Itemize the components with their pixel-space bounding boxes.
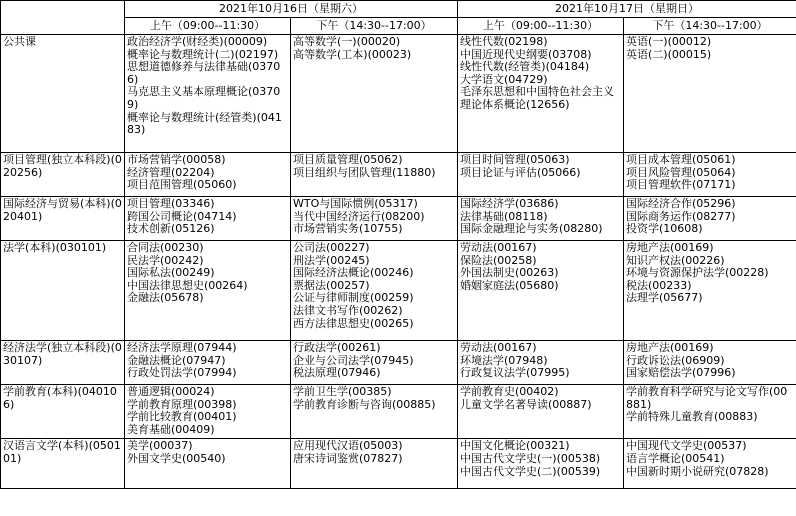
- session-cell-day1-am: [125, 197, 291, 241]
- category-header-cell: [1, 1, 125, 35]
- course-entry: 思想道德修养与法律基础(03706): [127, 60, 281, 86]
- course-entry: 市场营销学(00058): [127, 153, 226, 166]
- course-entry: 概率论与数理统计(二)(02197): [127, 47, 279, 61]
- course-entry: 投资学(10608): [626, 222, 703, 236]
- course-entry: 保险法(00258): [460, 253, 537, 267]
- session-cell-day2-pm: [624, 35, 796, 153]
- major-cell: 汉语言文学(本科)(050101): [1, 439, 125, 489]
- major-cell: 项目管理(独立本科段)(020256): [1, 153, 125, 197]
- session-cell-day1-am: [125, 385, 291, 439]
- session-cell-day1-pm: [291, 385, 458, 439]
- session-cell-day1-am: [125, 241, 291, 341]
- session-cell-day2-pm: [624, 341, 796, 385]
- course-entry: 毛泽东思想和中国特色社会主义理论体系概论(12656): [460, 85, 614, 111]
- course-entry: 美学(00037): [127, 439, 193, 453]
- course-entry: 项目管理(03346): [127, 197, 215, 210]
- table-row: [1, 341, 796, 385]
- course-entry: 税法(00233): [626, 278, 692, 292]
- course-entry: 环境法学(07948): [460, 353, 548, 367]
- course-entry: 法律文书写作(00262): [293, 303, 403, 317]
- course-entry: 民法学(00242): [127, 253, 204, 267]
- session-cell-day2-am: [458, 197, 624, 241]
- session-cell-day2-am: [458, 385, 624, 439]
- course-entry: 外国法制史(00263): [460, 266, 559, 280]
- session-cell-day2-am: [458, 35, 624, 153]
- course-entry: 中国新时期小说研究(07828): [626, 464, 769, 478]
- course-entry: 合同法(00230): [127, 241, 204, 254]
- session-cell-day1-pm: [291, 35, 458, 153]
- course-entry: 金融法(05678): [127, 291, 204, 305]
- course-entry: 国际经济法概论(00246): [293, 266, 414, 280]
- session-cell-day1-pm: [291, 439, 458, 489]
- course-entry: 项目论证与评估(05066): [460, 165, 581, 179]
- course-entry: 经济管理(02204): [127, 165, 215, 179]
- course-entry: 税法原理(07946): [293, 366, 381, 380]
- course-entry: 法理学(05677): [626, 291, 703, 305]
- course-entry: 行政处罚法学(07994): [127, 366, 237, 380]
- day2-afternoon-header: 下午（14:30--17:00）: [624, 18, 796, 35]
- course-entry: 中国现代文学史(00537): [626, 439, 747, 453]
- table-row: [1, 385, 796, 439]
- course-entry: 劳动法(00167): [460, 341, 537, 354]
- course-entry: 票据法(00257): [293, 278, 370, 292]
- course-entry: 项目管理软件(07171): [626, 178, 736, 192]
- course-entry: 国家赔偿法学(07996): [626, 366, 736, 380]
- session-cell-day1-pm: [291, 241, 458, 341]
- session-cell-day2-am: [458, 341, 624, 385]
- course-entry: 儿童文学名著导读(00887): [460, 397, 592, 411]
- session-cell-day2-pm: [624, 385, 796, 439]
- session-cell-day1-am: [125, 153, 291, 197]
- course-entry: 技术创新(05126): [127, 222, 215, 236]
- session-cell-day2-pm: [624, 153, 796, 197]
- course-entry: 学前比较教育(00401): [127, 410, 237, 424]
- course-entry: 线性代数(02198): [460, 35, 548, 48]
- course-entry: 行政诉讼法(06909): [626, 353, 725, 367]
- course-entry: 西方法律思想史(00265): [293, 316, 414, 330]
- course-entry: 唐宋诗词鉴赏(07827): [293, 451, 403, 465]
- course-entry: 市场营销实务(10755): [293, 222, 403, 236]
- course-entry: 企业与公司法学(07945): [293, 353, 414, 367]
- course-entry: 中国文化概论(00321): [460, 439, 570, 453]
- course-entry: 项目范围管理(05060): [127, 178, 237, 192]
- course-entry: 公司法(00227): [293, 241, 370, 254]
- schedule-header: [1, 1, 796, 35]
- course-entry: 房地产法(00169): [626, 241, 714, 254]
- session-cell-day1-am: [125, 35, 291, 153]
- major-cell: 公共课: [1, 35, 125, 153]
- session-cell-day2-am: [458, 439, 624, 489]
- course-entry: 美育基础(00409): [127, 422, 215, 436]
- course-entry: 外国文学史(00540): [127, 451, 226, 465]
- course-entry: 公证与律师制度(00259): [293, 291, 414, 305]
- session-cell-day2-pm: [624, 197, 796, 241]
- session-cell-day1-am: [125, 439, 291, 489]
- session-cell-day2-am: [458, 241, 624, 341]
- course-entry: 中国法律思想史(00264): [127, 278, 248, 292]
- major-cell: 国际经济与贸易(本科)(020401): [1, 197, 125, 241]
- course-entry: 房地产法(00169): [626, 341, 714, 354]
- course-entry: 国际经济合作(05296): [626, 197, 736, 210]
- course-entry: 普通逻辑(00024): [127, 385, 215, 398]
- major-cell: 经济法学(独立本科段)(030107): [1, 341, 125, 385]
- session-cell-day1-pm: [291, 197, 458, 241]
- course-entry: 学前特殊儿童教育(00883): [626, 410, 758, 424]
- course-entry: 项目时间管理(05063): [460, 153, 570, 166]
- course-entry: 知识产权法(00226): [626, 253, 725, 267]
- course-entry: 当代中国经济运行(08200): [293, 209, 425, 223]
- date-row: [1, 1, 796, 18]
- session-cell-day1-pm: [291, 341, 458, 385]
- course-entry: 概率论与数理统计(经管类)(04183): [127, 110, 282, 137]
- course-entry: 线性代数(经管类)(04184): [460, 60, 590, 74]
- course-entry: 项目组织与团队管理(11880): [293, 165, 436, 179]
- session-cell-day1-am: [125, 341, 291, 385]
- table-row: [1, 35, 796, 153]
- session-cell-day1-pm: [291, 153, 458, 197]
- course-entry: 金融法概论(07947): [127, 353, 226, 367]
- course-entry: 马克思主义基本原理概论(03709): [127, 85, 281, 111]
- course-entry: 学前卫生学(00385): [293, 385, 392, 398]
- day1-header: 2021年10月16日（星期六）: [125, 1, 458, 18]
- course-entry: 劳动法(00167): [460, 241, 537, 254]
- day2-morning-header: 上午（09:00--11:30）: [458, 18, 624, 35]
- course-entry: 跨国公司概论(04714): [127, 209, 237, 223]
- course-entry: 国际私法(00249): [127, 266, 215, 280]
- course-entry: 国际商务运作(08277): [626, 209, 736, 223]
- course-entry: 中国古代文学史(二)(00539): [460, 464, 601, 478]
- course-entry: 应用现代汉语(05003): [293, 439, 403, 453]
- course-entry: 学前教育诊断与咨询(00885): [293, 397, 436, 411]
- course-entry: 刑法学(00245): [293, 253, 370, 267]
- course-entry: 学前教育原理(00398): [127, 397, 237, 411]
- day1-afternoon-header: 下午（14:30--17:00）: [291, 18, 458, 35]
- course-entry: 语言学概论(00541): [626, 451, 725, 465]
- course-entry: 英语(二)(00015): [626, 47, 712, 61]
- course-entry: 中国近现代史纲要(03708): [460, 47, 592, 61]
- session-cell-day2-pm: [624, 241, 796, 341]
- course-entry: WTO与国际惯例(05317): [293, 197, 418, 210]
- course-entry: 行政法学(00261): [293, 341, 381, 354]
- session-cell-day2-am: [458, 153, 624, 197]
- course-entry: 政治经济学(财经类)(00009): [127, 35, 268, 48]
- course-entry: 经济法学原理(07944): [127, 341, 237, 354]
- course-entry: 行政复议法学(07995): [460, 366, 570, 380]
- course-entry: 高等数学(一)(00020): [293, 35, 401, 48]
- table-row: [1, 241, 796, 341]
- course-entry: 学前教育史(00402): [460, 385, 559, 398]
- course-entry: 中国古代文学史(一)(00538): [460, 451, 601, 465]
- day2-header: 2021年10月17日（星期日）: [458, 1, 796, 18]
- course-entry: 项目风险管理(05064): [626, 165, 736, 179]
- course-entry: 英语(一)(00012): [626, 35, 712, 48]
- course-entry: 国际金融理论与实务(08280): [460, 222, 603, 236]
- course-entry: 高等数学(工本)(00023): [293, 47, 412, 61]
- table-row: [1, 197, 796, 241]
- course-entry: 婚姻家庭法(05680): [460, 278, 559, 292]
- course-entry: 大学语文(04729): [460, 72, 548, 86]
- course-entry: 学前教育科学研究与论文写作(00881): [626, 385, 788, 411]
- schedule-body: [1, 35, 796, 489]
- course-entry: 项目质量管理(05062): [293, 153, 403, 166]
- course-entry: 法律基础(08118): [460, 209, 548, 223]
- table-row: [1, 153, 796, 197]
- session-cell-day2-pm: [624, 439, 796, 489]
- day1-morning-header: 上午（09:00--11:30）: [125, 18, 291, 35]
- course-entry: 国际经济学(03686): [460, 197, 559, 210]
- major-cell: 法学(本科)(030101): [1, 241, 125, 341]
- course-entry: 项目成本管理(05061): [626, 153, 736, 166]
- course-entry: 环境与资源保护法学(00228): [626, 266, 769, 280]
- table-row: [1, 439, 796, 489]
- major-cell: 学前教育(本科)(040106): [1, 385, 125, 439]
